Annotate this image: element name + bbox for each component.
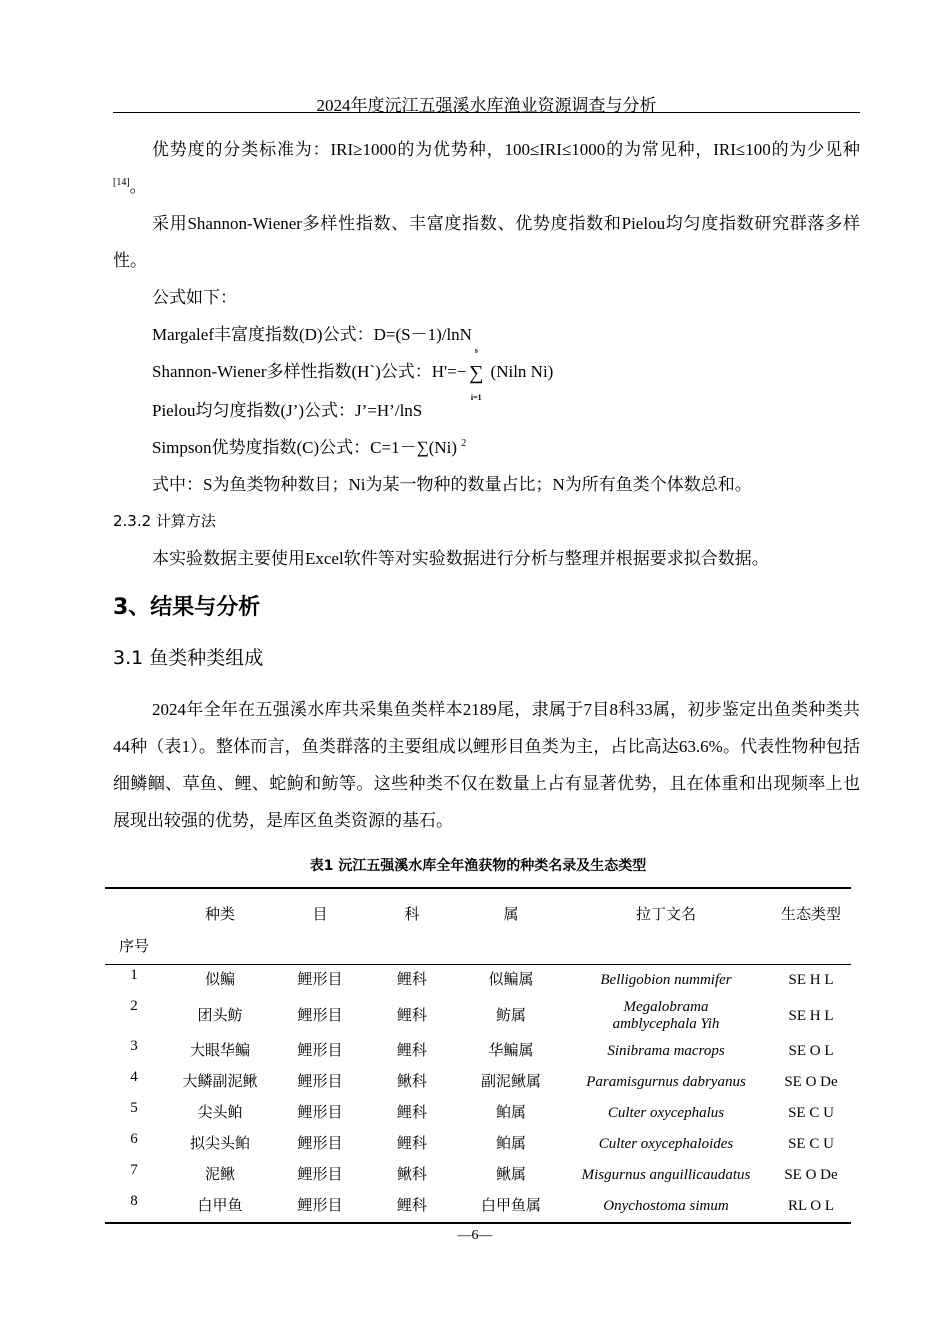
col-header-seq: 序号 — [118, 939, 149, 955]
shannon-text: Shannon-Wiener多样性指数(H`)公式：H'=− — [152, 362, 467, 381]
cell-family: 鲤科 — [396, 1007, 427, 1024]
table-row — [105, 1191, 851, 1223]
sum-lower: i=1 — [470, 393, 482, 402]
cell-species: 拟尖头鲌 — [189, 1136, 250, 1152]
summation-symbol: ∑ s i=1 — [466, 355, 486, 392]
col-header-eco-type: 生态类型 — [780, 907, 841, 923]
cell-seq: 1 — [130, 967, 138, 983]
table-row — [105, 1067, 851, 1098]
cell-seq: 3 — [130, 1038, 138, 1054]
section-heading-3-1: 3.1 鱼类种类组成 — [113, 647, 264, 669]
cell-genus: 鲌属 — [495, 1136, 526, 1152]
cell-family: 鲤科 — [396, 1043, 427, 1059]
table-row — [105, 965, 851, 997]
cell-genus: 白甲鱼属 — [480, 1198, 541, 1214]
cell-genus: 鲌属 — [495, 1105, 526, 1121]
table-header-row — [105, 888, 851, 965]
cell-order: 鲤形目 — [297, 972, 343, 988]
cell-family: 鲤科 — [396, 1136, 427, 1152]
cell-latin-name: Paramisgurnus dabryanus — [586, 1074, 746, 1090]
cell-seq: 4 — [130, 1069, 138, 1085]
pielou-formula: Pielou均匀度指数(J’)公式：J’=H’/lnS — [152, 401, 423, 420]
cell-family: 鲤科 — [396, 1198, 427, 1214]
col-header-genus: 属 — [503, 907, 519, 923]
cell-eco-type: RL O L — [787, 1198, 835, 1214]
cell-order: 鲤形目 — [297, 1007, 343, 1024]
cell-eco-type: SE C U — [788, 1105, 834, 1121]
cell-species: 白甲鱼 — [197, 1198, 243, 1214]
simpson-exponent: 2 — [461, 438, 467, 449]
table-row — [105, 996, 851, 1036]
shannon-term: (Niln Ni) — [486, 362, 554, 381]
cell-family: 鳅科 — [396, 1167, 427, 1183]
cell-genus: 华鳊属 — [488, 1043, 534, 1059]
cell-latin-name: Misgurnus anguillicaudatus — [581, 1167, 751, 1183]
cell-family: 鲤科 — [396, 972, 427, 988]
cell-order: 鲤形目 — [297, 1074, 343, 1090]
iri-paragraph — [113, 131, 860, 205]
cell-genus: 副泥鳅属 — [480, 1074, 541, 1090]
cell-genus: 鲂属 — [495, 1007, 526, 1024]
cell-seq: 8 — [130, 1193, 138, 1209]
formula-legend: 式中：S为鱼类物种数目；Ni为某一物种的数量占比；N为所有鱼类个体数总和。 — [152, 475, 752, 494]
citation-ref: [14] — [113, 177, 130, 188]
iri-end: 。 — [129, 177, 147, 196]
page-number: —6— — [457, 1228, 493, 1243]
col-header-family: 科 — [404, 907, 420, 923]
header-divider — [113, 112, 860, 113]
col-header-species: 种类 — [204, 907, 235, 923]
cell-family: 鲤科 — [396, 1105, 427, 1121]
cell-seq: 2 — [130, 998, 138, 1014]
section-heading-2-3-2: 2.3.2 计算方法 — [113, 512, 216, 530]
diversity-paragraph: 采用Shannon-Wiener多样性指数、丰富度指数、优势度指数和Pielou均匀度指数研究群落多样性。 — [113, 214, 860, 270]
cell-latin-name: Megalobrama amblycephala Yih — [612, 999, 720, 1032]
cell-latin-name: Onychostoma simum — [603, 1198, 729, 1214]
shannon-formula — [113, 346, 860, 402]
cell-order: 鲤形目 — [297, 1136, 343, 1152]
cell-seq: 7 — [130, 1162, 138, 1178]
running-header: 2024年度沅江五强溪水库渔业资源调查与分析 — [316, 96, 657, 115]
table-caption: 表1 沅江五强溪水库全年渔获物的种类名录及生态类型 — [309, 858, 647, 874]
cell-latin-name: Culter oxycephaloides — [598, 1136, 734, 1152]
table-row — [105, 1160, 851, 1191]
cell-eco-type: SE O De — [784, 1167, 838, 1183]
species-table — [105, 887, 851, 1224]
page-body — [113, 131, 860, 839]
col-header-latin: 拉丁文名 — [635, 907, 696, 923]
cell-species: 尖头鲌 — [197, 1105, 243, 1121]
simpson-text: Simpson优势度指数(C)公式：C=1－∑(Ni) — [152, 438, 458, 457]
cell-species: 团头鲂 — [197, 1007, 243, 1024]
cell-genus: 鳅属 — [495, 1167, 526, 1183]
simpson-formula — [113, 429, 860, 466]
cell-order: 鲤形目 — [297, 1043, 343, 1059]
method-paragraph: 本实验数据主要使用Excel软件等对实验数据进行分析与整理并根据要求拟合数据。 — [152, 549, 769, 568]
cell-eco-type: SE O L — [788, 1043, 834, 1059]
cell-species: 似鳊 — [204, 972, 235, 988]
cell-family: 鳅科 — [396, 1074, 427, 1090]
cell-latin-name: Culter oxycephalus — [607, 1105, 725, 1121]
table-row — [105, 1129, 851, 1160]
iri-text: 优势度的分类标准为：IRI≥1000的为优势种，100≤IRI≤1000的为常见种，IRI≤100的为少见种 — [152, 140, 860, 159]
cell-eco-type: SE O De — [784, 1074, 838, 1090]
col-header-order: 目 — [312, 907, 328, 923]
cell-order: 鲤形目 — [297, 1198, 343, 1214]
section-heading-3: 3、结果与分析 — [113, 595, 261, 620]
table-row — [105, 1036, 851, 1067]
cell-order: 鲤形目 — [297, 1167, 343, 1183]
table-row — [105, 1098, 851, 1129]
cell-latin-name: Belligobion nummifer — [600, 972, 732, 988]
sum-upper: s — [474, 346, 478, 355]
cell-eco-type: SE C U — [788, 1136, 834, 1152]
cell-genus: 似鳊属 — [488, 972, 534, 988]
cell-eco-type: SE H L — [788, 1007, 834, 1024]
cell-species: 大眼华鳊 — [189, 1043, 250, 1059]
cell-seq: 5 — [130, 1100, 138, 1116]
composition-paragraph: 2024年全年在五强溪水库共采集鱼类样本2189尾，隶属于7目8科33属，初步鉴定出鱼类种类共44种（表1）。整体而言，鱼类群落的主要组成以鲤形目鱼类为主，占比高达63.6%。代表性物种包括细鳞鲴、草鱼、鲤、蛇鮈和鲂等。这些种类不仅在数量上占有显著优势，且在体重和出现频率上也展现出较强的优势，是库区鱼类资源的基石。 — [113, 700, 860, 830]
cell-eco-type: SE H L — [788, 972, 834, 988]
cell-species: 大鳞副泥鳅 — [182, 1074, 258, 1090]
margalef-formula: Margalef丰富度指数(D)公式：D=(S－1)/lnN — [152, 325, 472, 344]
cell-order: 鲤形目 — [297, 1105, 343, 1121]
cell-species: 泥鳅 — [204, 1167, 235, 1183]
cell-latin-name: Sinibrama macrops — [607, 1043, 725, 1059]
formula-intro: 公式如下： — [152, 288, 237, 307]
cell-seq: 6 — [130, 1131, 138, 1147]
